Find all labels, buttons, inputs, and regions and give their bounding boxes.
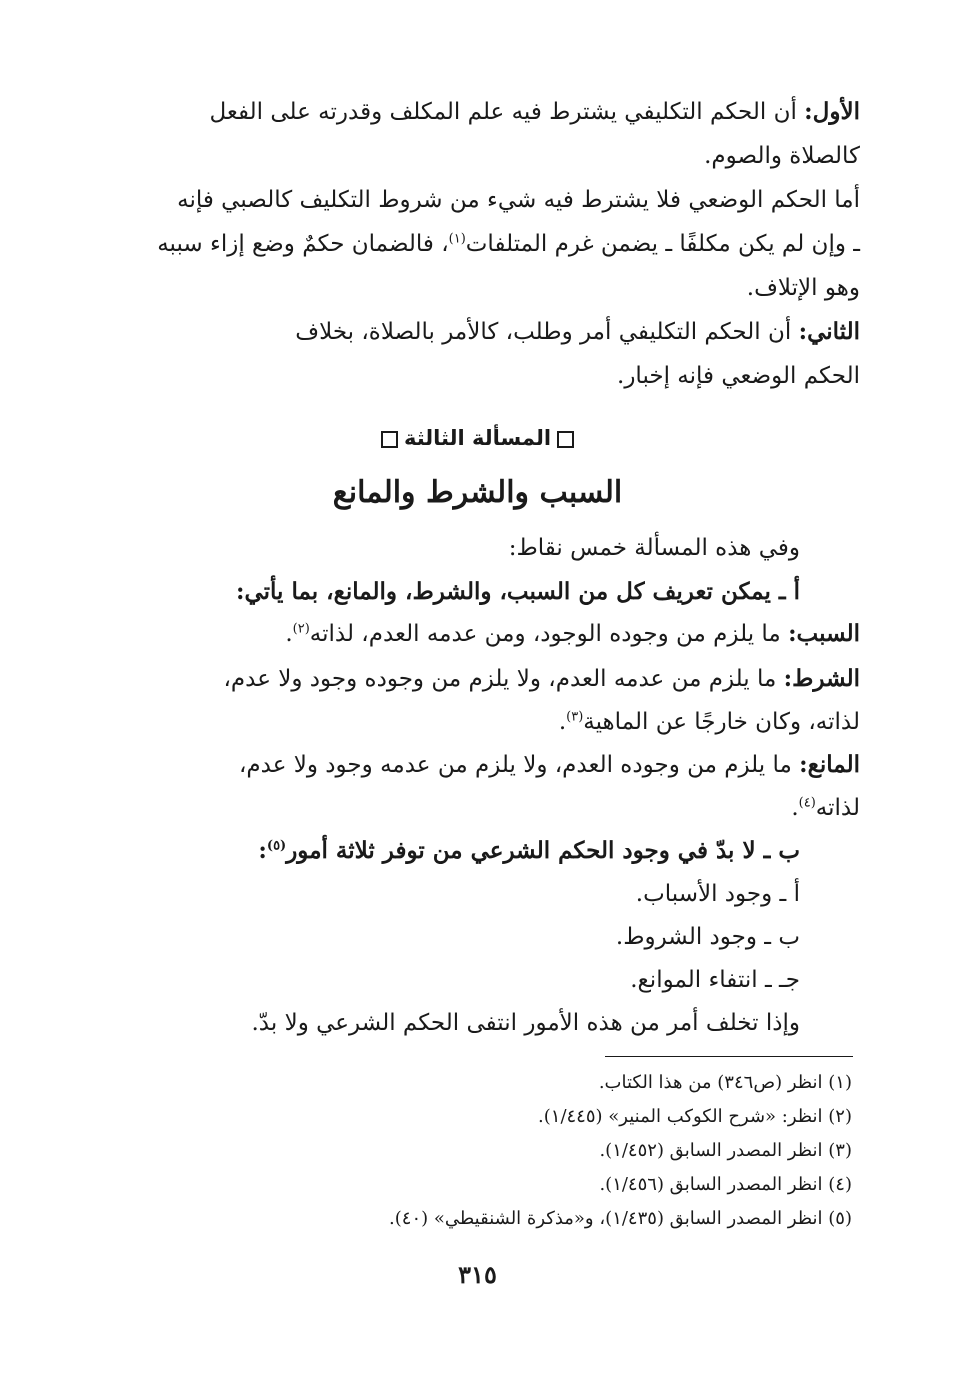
footnote-ref[interactable]: (٣) [566,709,584,725]
footnote-ref[interactable]: (١) [448,231,466,247]
definition-sabab [95,612,860,656]
issue-heading-label: المسألة الثالثة [403,426,552,450]
punctuation: . [285,621,293,647]
section-intro [100,526,800,570]
footnote-item [599,1066,852,1100]
text-line [95,700,860,744]
text-line-content: الحكم الوضعي فإنه إخبار. [617,363,860,389]
text-line [95,786,860,830]
term-shart: الشرط: [783,665,860,692]
text-line-content: لذاته [815,795,860,821]
footnote-divider [605,1056,853,1057]
footnote-ref[interactable]: (٤) [798,795,816,811]
punctuation: : [258,837,267,864]
footnote-ref[interactable]: (٥) [266,838,287,854]
footnote-item [538,1100,852,1134]
punctuation: . [791,795,799,821]
text-line [95,266,860,310]
paragraph-first-difference [95,90,860,134]
text-line [95,178,860,222]
definition-mani [95,743,860,787]
footnote-text: انظر (ص٣٤٦) من هذا الكتاب. [598,1072,823,1093]
lead-second: الثاني: [798,318,860,345]
footnote-item [389,1202,852,1236]
text-line-content: ب ـ وجود الشروط. [615,924,800,950]
term-mani: المانع: [799,751,860,778]
footnote-item [599,1168,852,1202]
text-line-content: ما يلزم من عدمه العدم، ولا يلزم من وجوده وجود ولا عدم، [223,666,777,692]
text-line-content: لذاته، وكان خارجًا عن الماهية [583,709,860,735]
text-line-content: وهو الإتلاف. [746,275,860,301]
text-line-content: أ ـ وجود الأسباب. [635,881,800,907]
paragraph-second-difference [95,310,860,354]
point-a [100,570,800,614]
footnote-number: (٢) [828,1106,852,1127]
list-item [100,872,800,916]
footnote-ref[interactable]: (٢) [292,621,310,637]
text-line-content: جـ ـ انتفاء الموانع. [630,967,800,993]
footnote-number: (١) [828,1072,852,1093]
definition-shart [95,657,860,701]
term-sabab: السبب: [788,620,860,647]
text-line-content: ، فالضمان حكمٌ وضع إزاء سببه [157,231,449,257]
text-line-content: أن الحكم التكليفي أمر وطلب، كالأمر بالصلاة، بخلاف [295,319,792,345]
text-line-content: وفي هذه المسألة خمس نقاط: [508,535,800,561]
square-ornament-icon [381,431,398,448]
text-line-content: ما يلزم من وجوده الوجود، ومن عدمه العدم، لذاته [309,621,781,647]
text-line-content: أما الحكم الوضعي فلا يشترط فيه شيء من شروط التكليف كالصبي فإنه [177,187,860,213]
text-line-content: وإذا تخلف أمر من هذه الأمور انتفى الحكم الشرعي ولا بدّ. [251,1010,800,1036]
footnote-item [599,1134,852,1168]
list-item [100,915,800,959]
issue-heading [0,420,955,456]
section-title: السبب والشرط والمانع [332,475,623,510]
footnote-text: انظر المصدر السابق (١/٤٥٢). [599,1140,823,1161]
punctuation: . [558,709,567,735]
footnote-number: (٣) [828,1140,852,1161]
footnote-text: انظر المصدر السابق (١/٤٣٥)، و«مذكرة الشنقيطي» (٤٠). [389,1208,823,1229]
text-line-content: أ ـ يمكن تعريف كل من السبب، والشرط، والمانع، بما يأتي: [235,578,800,605]
text-line [95,354,860,398]
text-line-content: ما يلزم من وجوده العدم، ولا يلزم من عدمه وجود ولا عدم، [239,752,792,778]
footnote-text: انظر المصدر السابق (١/٤٥٦). [599,1174,823,1195]
footnote-text: انظر: «شرح الكوكب المنير» (١/٤٤٥). [538,1106,823,1127]
text-line [95,134,860,178]
closing-sentence [100,1001,800,1045]
text-line-content: ب ـ لا بدّ في وجود الحكم الشرعي من توفر ثلاثة أمور [286,837,800,864]
text-line-content: ـ وإن لم يكن مكلفًا ـ يضمن غرم المتلفات [465,231,860,257]
lead-first: الأول: [804,98,860,125]
text-line [95,222,860,266]
page-number: ٣١٥ [458,1260,497,1289]
text-line: أن الحكم التكليفي يشترط فيه علم المكلف وقدرته على الفعل [209,99,797,125]
list-item [100,958,800,1002]
square-ornament-icon [557,431,574,448]
text-line-content: كالصلاة والصوم. [704,143,860,169]
point-b [100,829,800,873]
footnote-number: (٤) [828,1174,852,1195]
footnote-number: (٥) [828,1208,852,1229]
